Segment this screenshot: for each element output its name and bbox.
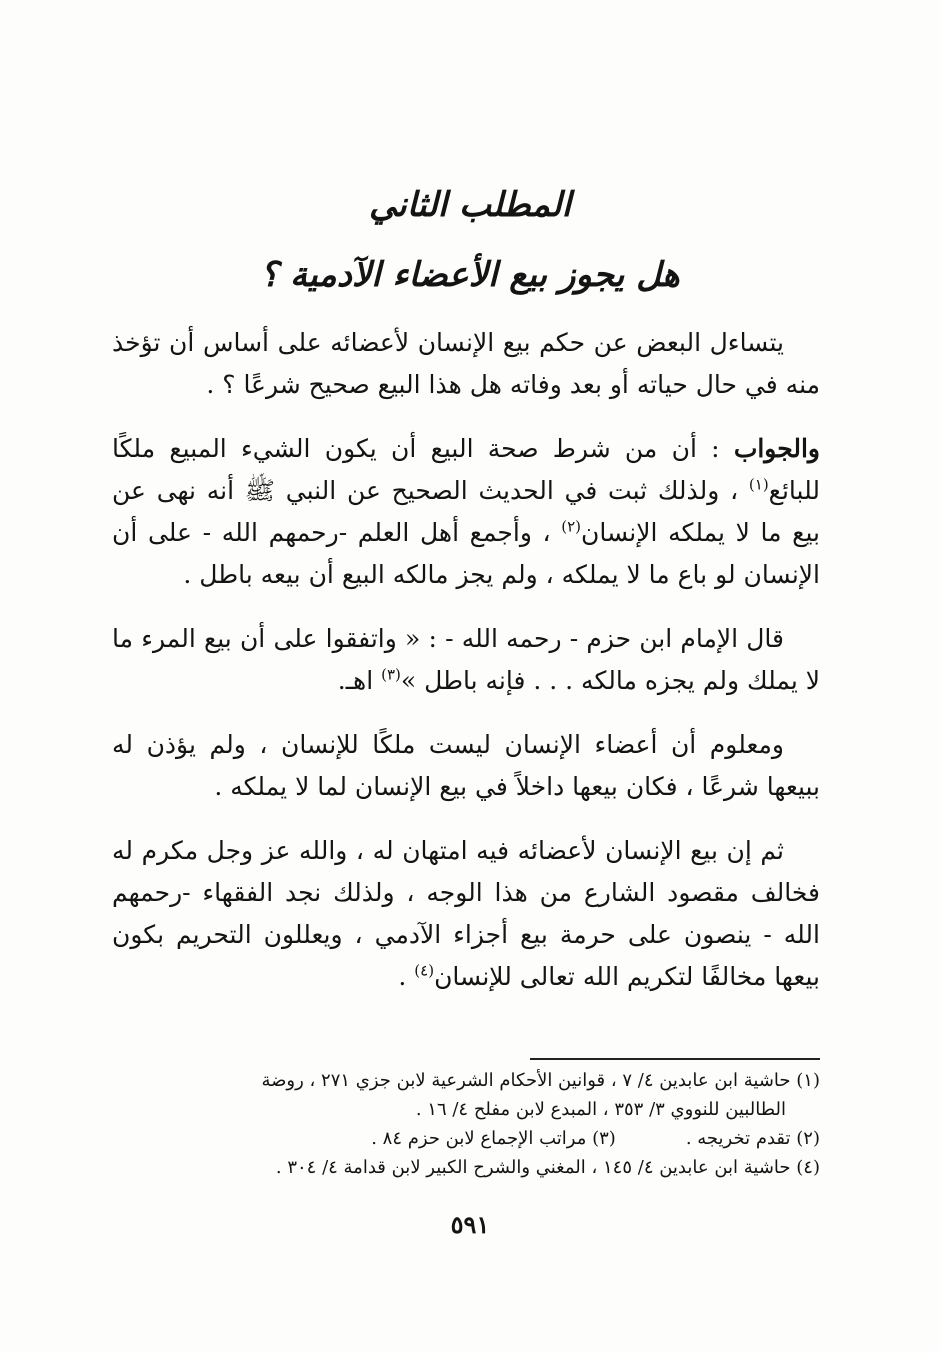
paragraph-5-part-b: . (398, 962, 415, 991)
footnote-ref-1[interactable]: (١) (748, 475, 769, 494)
paragraph-3-part-b: اهـ. (337, 666, 382, 695)
footnote-3: (٣) مراتب الإجماع لابن حزم ٨٤ . (371, 1128, 616, 1149)
paragraph-3-part-a: قال الإمام ابن حزم - رحمه الله - : « واتفقوا على أن بيع المرء ما لا يملك ولم يجزه مالكه . . . فإنه باطل » (112, 624, 820, 695)
footnote-4: (٤) حاشية ابن عابدين ٤/ ١٤٥ ، المغني والشرح الكبير لابن قدامة ٤/ ٣٠٤ . (275, 1157, 820, 1178)
footnote-1-line-2: الطالبين للنووي ٣/ ٣٥٣ ، المبدع لابن مفلح ٤/ ١٦ . (415, 1099, 786, 1120)
paragraph-1: يتساءل البعض عن حكم بيع الإنسان لأعضائه على أساس أن تؤخذ منه في حال حياته أو بعد وفاته هل هذا البيع صحيح شرعًا ؟ . (112, 328, 820, 399)
paragraph-2-part-b: ، ولذلك ثبت في الحديث الصحيح عن النبي ﷺ أنه نهى عن بيع ما لا يملكه الإنسان (112, 476, 820, 547)
footnote-divider (530, 1058, 820, 1060)
section-title: المطلب الثاني (368, 185, 572, 225)
footnote-2: (٢) تقدم تخريجه . (685, 1128, 820, 1149)
page-number: ٥٩١ (450, 1210, 490, 1239)
chapter-question-heading: هل يجوز بيع الأعضاء الآدمية ؟ (260, 255, 680, 295)
paragraph-3 (112, 618, 820, 702)
footnotes (112, 1066, 820, 1182)
footnote-ref-4[interactable]: (٤) (414, 961, 435, 980)
footnote-1-line-1: (١) حاشية ابن عابدين ٤/ ٧ ، قوانين الأحكام الشرعية لابن جزي ٢٧١ ، روضة (261, 1070, 820, 1091)
paragraph-2-part-c: ، وأجمع أهل العلم -رحمهم الله - على أن الإنسان لو باع ما لا يملكه ، ولم يجز مالكه البيع أن بيعه باطل . (112, 518, 820, 589)
footnote-ref-3[interactable]: (٣) (381, 665, 401, 684)
body-text (112, 322, 820, 1020)
answer-label: والجواب (733, 434, 820, 463)
paragraph-5 (112, 830, 820, 998)
footnotes-2-3-row (112, 1124, 820, 1153)
paragraph-4: ومعلوم أن أعضاء الإنسان ليست ملكًا للإنسان ، ولم يؤذن له ببيعها شرعًا ، فكان بيعها داخلاً في بيع الإنسان لما لا يملكه . (112, 730, 820, 801)
footnote-ref-2[interactable]: (٢) (561, 517, 582, 536)
paragraph-5-part-a: ثم إن بيع الإنسان لأعضائه فيه امتهان له ، والله عز وجل مكرم له فخالف مقصود الشارع من هذا الوجه ، ولذلك نجد الفقهاء -رحمهم الله - ينصون على حرمة بيع أجزاء الآدمي ، ويعللون التحريم بكون بيعها مخالفًا لتكريم الله تعالى للإنسان (112, 836, 820, 991)
paragraph-2-part-a: : أن من شرط صحة البيع أن يكون الشيء المبيع ملكًا للبائع (112, 434, 820, 505)
paragraph-2 (112, 428, 820, 596)
